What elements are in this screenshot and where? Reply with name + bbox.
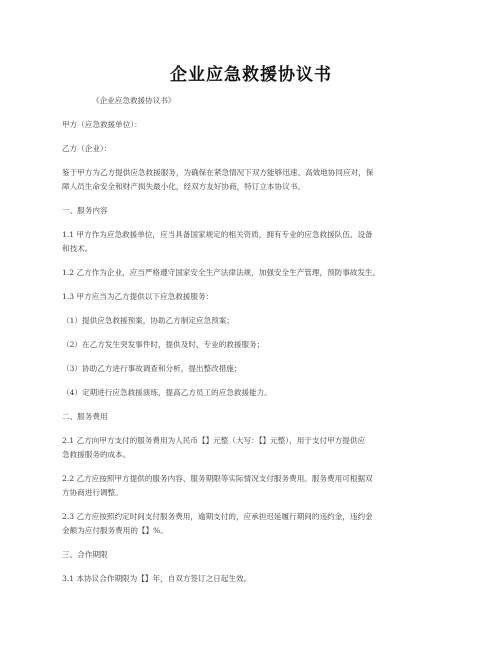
- clause-2-1-cont: 急救援服务的成本。: [62, 450, 131, 459]
- section-heading: 一、服务内容: [62, 206, 108, 215]
- clause-1-1: 1.1 甲方作为应急救援单位，应当具备国家规定的相关资质，拥有专业的应急救援队伍、设备: [62, 230, 373, 239]
- section-heading: 二、服务费用: [62, 412, 108, 421]
- clause-3-1: 3.1 本协议合作期限为【】年，自双方签订之日起生效。: [62, 574, 252, 583]
- clause-1-3: 1.3 甲方应当为乙方提供以下应急救援服务：: [62, 292, 214, 301]
- document-subtitle: 《企业应急救援协议书》: [92, 96, 176, 105]
- clause-1-2: 1.2 乙方作为企业，应当严格遵守国家安全生产法律法规，加强安全生产管理，预防事故发生。: [62, 268, 381, 277]
- clause-2-2: 2.2 乙方应按照甲方提供的服务内容、服务期限等实际情况支付服务费用。服务费用可根据双: [62, 474, 373, 483]
- clause-2-3-cont: 金额为应付服务费用的【】%。: [62, 526, 168, 535]
- document-title: 企业应急救援协议书: [170, 65, 332, 85]
- clause-2-3: 2.3 乙方应按照约定时间支付服务费用，逾期支付的，应承担迟延履行期间的违约金，违约金: [62, 512, 373, 521]
- preamble-line: 鉴于甲方为乙方提供应急救援服务，为确保在紧急情况下双方能够迅速、高效地协同应对，保: [62, 168, 374, 177]
- party-a-line: 甲方（应急救援单位）：: [62, 120, 142, 129]
- clause-2-1: 2.1 乙方向甲方支付的服务费用为人民币【】元整（大写：【】元整），用于支付甲方提供应: [62, 436, 366, 445]
- service-item: （4）定期进行应急救援演练，提高乙方员工的应急救援能力。: [62, 388, 272, 397]
- party-b-line: 乙方（企业）：: [62, 144, 112, 153]
- section-heading: 三、合作期限: [62, 550, 108, 559]
- service-item: （2）在乙方发生突发事件时，提供及时、专业的救援服务；: [62, 340, 265, 349]
- clause-2-2-cont: 方协商进行调整。: [62, 488, 123, 497]
- service-item: （1）提供应急救援预案，协助乙方制定应急预案；: [62, 316, 234, 325]
- clause-1-1-cont: 和技术。: [62, 244, 93, 253]
- service-item: （3）协助乙方进行事故调查和分析，提出整改措施；: [62, 364, 242, 373]
- preamble-line: 障人员生命安全和财产损失最小化，经双方友好协商，特订立本协议书。: [62, 182, 305, 191]
